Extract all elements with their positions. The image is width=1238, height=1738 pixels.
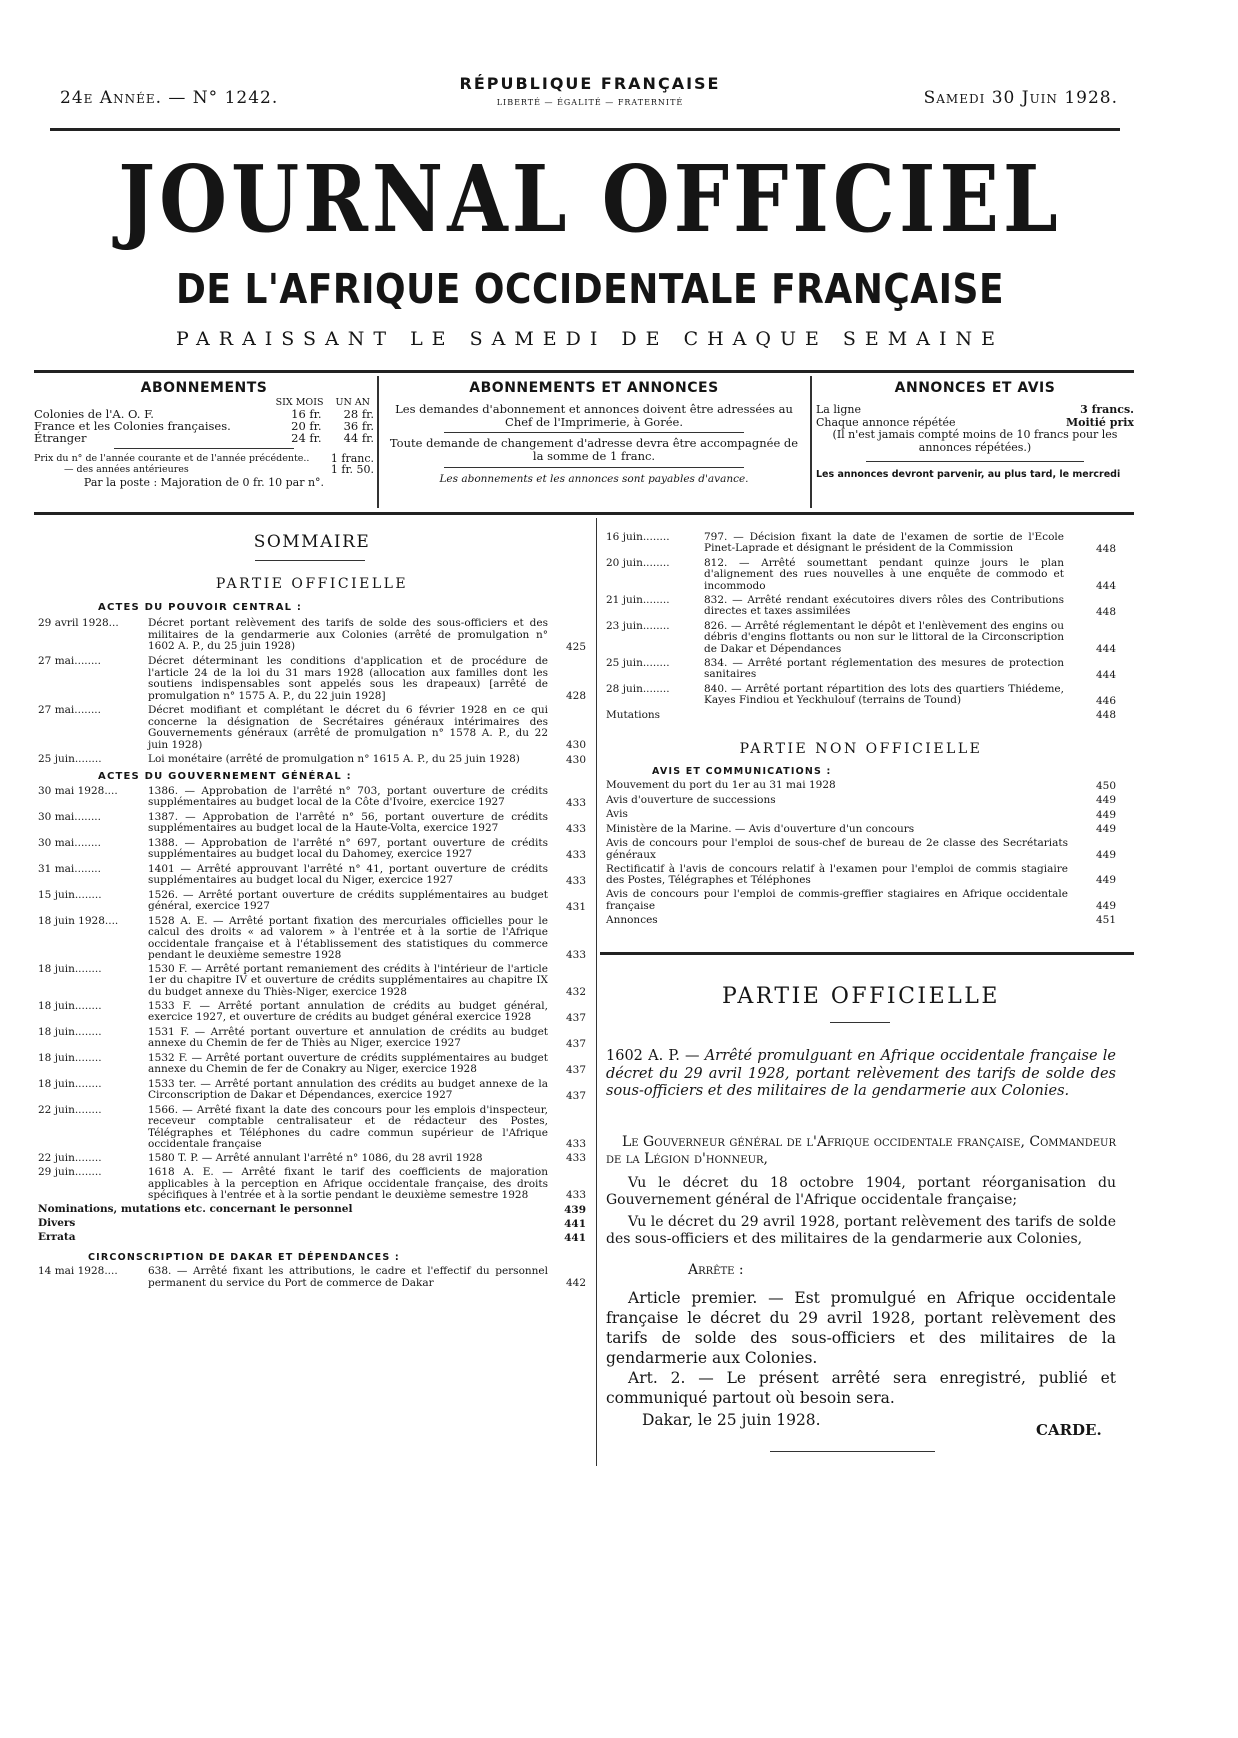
toc-page: 433 <box>565 848 586 861</box>
toc-entry <box>38 1053 586 1076</box>
toc-page: 451 <box>1095 914 1116 926</box>
toc-text: 826. — Arrêté réglementant le dépôt et l'enlèvement des engins ou débris d'engins flottants ou non sur le littoral de la Circonscription de Dakar et Dépendances <box>704 620 1064 655</box>
toc-entry <box>606 684 1116 707</box>
toc-page: 433 <box>565 1137 586 1150</box>
vu-1: Vu le décret du 18 octobre 1904, portant réorganisation du Gouvernement général de l'Afrique occidentale française; <box>606 1175 1116 1208</box>
abonnements-heading: ABONNEMENTS <box>140 380 268 396</box>
toc-text: 1533 ter. — Arrêté portant annulation des crédits au budget annexe de la Circonscription de Dakar et Dépendances, exercice 1927 <box>148 1078 548 1102</box>
toc-text: 1531 F. — Arrêté portant ouverture et annulation de crédits au budget annexe du Chemin de fer de Thiès au Niger, exercice 1927 <box>148 1026 548 1050</box>
price-older-value: 1 fr. 50. <box>330 463 374 476</box>
toc-entry <box>606 809 1116 821</box>
toc-text: 1386. — Approbation de l'arrêté n° 703, portant ouverture de crédits supplémentaires au budget local de la Côte d'Ivoire, exercice 1927 <box>148 785 548 809</box>
masthead-rule <box>50 128 1120 131</box>
toc-text: Ministère de la Marine. — Avis d'ouverture d'un concours <box>606 822 915 835</box>
toc-entry <box>606 595 1116 618</box>
toc-page: 448 <box>1095 605 1116 618</box>
toc-text: Décret déterminant les conditions d'application et de procédure de l'article 24 de la loi du 31 mars 1928 (allocation aux familles dont les soutiens indispensables sont appelés sous les drapeaux) [arrêté de promulgation n° 1575 A. P., du 22 juin 1928] <box>148 655 548 702</box>
toc-page: 450 <box>1095 779 1116 792</box>
rate-six: 20 fr. <box>291 419 322 433</box>
price-current: Prix du n° de l'année courante et de l'année précédente.. <box>34 453 310 464</box>
toc-date: 30 mai 1928.... <box>38 786 118 797</box>
signature: CARDE. <box>1036 1421 1102 1439</box>
partie-non-officielle-heading: PARTIE NON OFFICIELLE <box>739 741 983 757</box>
toc-page: 449 <box>1095 899 1116 912</box>
toc-date: 18 juin 1928.... <box>38 916 119 927</box>
toc-text: 1533 F. — Arrêté portant annulation de crédits au budget général, exercice 1927, et ouverture de crédits au budget général exercice 1928 <box>148 1000 548 1024</box>
toc-entry <box>606 838 1116 861</box>
toc-entry <box>38 1266 586 1289</box>
toc-text: Errata <box>38 1231 76 1244</box>
toc-entry <box>38 1232 586 1244</box>
toc-text: Décret modifiant et complétant le décret du 6 février 1928 en ce qui concerne la désignation de Secrétaires généraux intérimaires des Gouvernements généraux (arrêté de promulgation n° 1578 A. P., du 22 juin 1928) <box>148 704 548 751</box>
article-2: Art. 2. — Le présent arrêté sera enregistré, publié et communiqué partout où besoin sera. <box>606 1369 1116 1407</box>
toc-text: 832. — Arrêté rendant exécutoires divers rôles des Contributions directes et taxes assimilées <box>704 594 1064 618</box>
minimum-note: (Il n'est jamais compté moins de 10 francs pour les annonces répétées.) <box>832 428 1118 454</box>
toc-date: 28 juin........ <box>606 684 670 695</box>
toc-entry <box>38 786 586 809</box>
toc-text: 1401 — Arrêté approuvant l'arrêté n° 41, portant ouverture de crédits supplémentaires au budget local du Niger, exercice 1927 <box>148 863 548 887</box>
price-older: — des années antérieures <box>64 464 189 475</box>
annonces-heading: ABONNEMENTS ET ANNONCES <box>469 380 719 396</box>
rate-year: 44 fr. <box>343 431 374 445</box>
box-divider <box>377 376 379 508</box>
toc-page: 448 <box>1095 709 1116 721</box>
toc-date: 29 juin........ <box>38 1167 102 1179</box>
deadline-note: Les annonces devront parvenir, au plus tard, le mercredi <box>816 469 1121 480</box>
toc-text: 834. — Arrêté portant réglementation des mesures de protection sanitaires <box>704 657 1064 681</box>
sommaire-heading: SOMMAIRE <box>253 532 371 552</box>
heading-underline <box>830 1022 890 1023</box>
toc-text: Avis <box>606 808 628 820</box>
toc-page: 428 <box>565 689 586 702</box>
toc-page: 441 <box>564 1231 586 1244</box>
toc-entry <box>606 889 1116 912</box>
toc-page: 448 <box>1095 542 1116 555</box>
toc-entry <box>38 964 586 998</box>
toc-text: 1566. — Arrêté fixant la date des concours pour les emplois d'inspecteur, receveur comptable centralisateur et de rédacteur des Postes, Télégraphes et Téléphones du cadre commun supérieur de l'Afrique occidentale française <box>148 1104 548 1150</box>
toc-entry <box>38 1079 586 1102</box>
toc-date: 18 juin........ <box>38 1001 102 1012</box>
toc-text: 840. — Arrêté portant répartition des lots des quartiers Thiédeme, Kayes Findiou et Yeckhulouf (terrains de Tound) <box>704 683 1064 707</box>
toc-date: 23 juin........ <box>606 621 670 632</box>
end-rule <box>770 1451 935 1452</box>
gouverneur-line: Le Gouverneur général de l'Afrique occidentale française, Commandeur de la Légion d'honneur, <box>606 1134 1116 1167</box>
toc-date: 16 juin........ <box>606 532 670 543</box>
toc-date: 29 avril 1928... <box>38 618 119 629</box>
mutations-entry <box>606 710 1116 722</box>
toc-entry <box>38 838 586 861</box>
toc-text: 812. — Arrêté soumettant pendant quinze jours le plan d'alignement des rues nouvelles à une enquête de commodo et incommodo <box>704 557 1064 592</box>
rate-label: Étranger <box>34 431 87 445</box>
post-surcharge: Par la poste : Majoration de 0 fr. 10 par n°. <box>83 476 325 489</box>
toc-page: 442 <box>565 1276 586 1289</box>
toc-text: Nominations, mutations etc. concernant le personnel <box>38 1203 353 1216</box>
issue-number: 24e Année. — N° 1242. <box>60 88 279 108</box>
rate-six: 16 fr. <box>291 407 322 421</box>
toc-page: 430 <box>565 738 586 751</box>
actes-general-heading: ACTES DU GOUVERNEMENT GÉNÉRAL : <box>98 771 352 782</box>
toc-entry <box>38 1105 586 1150</box>
article-1: Article premier. — Est promulgué en Afrique occidentale française le décret du 29 avril 1928, portant relèvement des tarifs de solde des sous-officiers et des militaires de la gendarmerie aux Colonies. <box>606 1289 1116 1367</box>
toc-page: 449 <box>1095 848 1116 861</box>
dakar-heading: CIRCONSCRIPTION DE DAKAR ET DÉPENDANCES : <box>88 1252 400 1264</box>
toc-page: 433 <box>565 822 586 835</box>
arrete-label: Arrête : <box>688 1262 744 1278</box>
toc-entry <box>38 1001 586 1024</box>
toc-text: 1580 T. P. — Arrêté annulant l'arrêté n° 1086, du 28 avril 1928 <box>148 1152 483 1164</box>
toc-entry <box>606 780 1116 792</box>
toc-text: 797. — Décision fixant la date de l'examen de sortie de l'Ecole Pinet-Laprade et désignant le président de la Commission <box>704 531 1064 555</box>
partie-officielle-heading: PARTIE OFFICIELLE <box>722 984 1000 1009</box>
toc-date: 30 mai........ <box>38 812 101 823</box>
toc-entry <box>606 915 1116 927</box>
toc-date: 27 mai........ <box>38 705 101 716</box>
toc-date: 22 juin........ <box>38 1105 102 1116</box>
partie-officielle-toc: PARTIE OFFICIELLE <box>215 576 409 592</box>
toc-text: Avis de concours pour l'emploi de commis-greffier stagiaires en Afrique occidentale française <box>606 888 1068 912</box>
toc-text: 1532 F. — Arrêté portant ouverture de crédits supplémentaires au budget annexe du Chemin de fer de Conakry au Niger, exercice 1928 <box>148 1052 548 1076</box>
toc-entry <box>606 795 1116 807</box>
col-one-year: UN AN <box>335 397 370 408</box>
toc-text: Divers <box>38 1217 76 1230</box>
toc-entry <box>38 754 586 766</box>
annonces-box <box>384 380 804 486</box>
toc-entry <box>38 916 586 961</box>
toc-entry <box>38 656 586 702</box>
toc-page: 425 <box>565 640 586 653</box>
toc-page: 433 <box>565 874 586 887</box>
annonces-change: Toute demande de changement d'adresse devra être accompagnée de la somme de 1 franc. <box>389 436 799 463</box>
toc-page: 433 <box>565 948 586 961</box>
toc-page: 432 <box>565 985 586 998</box>
toc-entry <box>38 1027 586 1050</box>
toc-date: 18 juin........ <box>38 1053 102 1064</box>
toc-page: 449 <box>1095 794 1116 806</box>
price-current-value: 1 franc. <box>330 452 374 465</box>
toc-date: 22 juin........ <box>38 1153 102 1164</box>
avis-box <box>816 380 1134 480</box>
toc-page: 433 <box>565 796 586 809</box>
toc-entry <box>38 864 586 887</box>
toc-page: 441 <box>564 1217 586 1230</box>
toc-date: 14 mai 1928.... <box>38 1266 118 1278</box>
journal-subtitle: DE L'AFRIQUE OCCIDENTALE FRANÇAISE <box>175 266 1005 314</box>
avis-communications-heading: AVIS ET COMMUNICATIONS : <box>652 766 832 777</box>
motto: LIBERTÉ — ÉGALITÉ — FRATERNITÉ <box>496 98 684 107</box>
toc-text: 1618 A. E. — Arrêté fixant le tarif des coefficients de majoration applicables à la perception en Afrique occidentale française, des droits spécifiques à l'entrée et à la sortie pendant le deuxième semestre 1928 <box>148 1166 548 1201</box>
toc-entry <box>38 890 586 913</box>
avis-heading: ANNONCES ET AVIS <box>894 380 1056 396</box>
toc-date: 15 juin........ <box>38 890 102 901</box>
toc-text: 1388. — Approbation de l'arrêté n° 697, portant ouverture de crédits supplémentaires au budget local du Dahomey, exercice 1927 <box>148 837 548 861</box>
toc-entry <box>38 812 586 835</box>
toc-date: 25 juin........ <box>606 658 670 669</box>
col-six-months: SIX MOIS <box>275 397 324 408</box>
republic-label: RÉPUBLIQUE FRANÇAISE <box>459 74 721 93</box>
rate-line-label: La ligne <box>816 403 862 416</box>
rate-year: 36 fr. <box>343 419 374 433</box>
vu-2: Vu le décret du 29 avril 1928, portant relèvement des tarifs de solde des sous-officiers et des militaires de la gendarmerie aux Colonies, <box>606 1214 1116 1247</box>
place-date: Dakar, le 25 juin 1928. <box>642 1411 821 1429</box>
toc-date: 20 juin........ <box>606 558 670 569</box>
issue-date: Samedi 30 Juin 1928. <box>923 88 1118 108</box>
toc-text: 1528 A. E. — Arrêté portant fixation des mercuriales officielles pour le calcul des droits « ad valorem » à l'entrée et à la sortie de l'Afrique occidentale française et à l'établissement des statistiques du commerce pendant le deuxième semestre 1928 <box>148 915 548 961</box>
toc-text: Avis d'ouverture de successions <box>606 793 776 806</box>
arrete-title-block <box>606 1048 1116 1101</box>
arrete-title: Arrêté promulguant en Afrique occidentale française le décret du 29 avril 1928, portant relèvement des tarifs de solde des sous-officiers et des militaires de la gendarmerie aux Colonies. <box>606 1048 1116 1099</box>
toc-text: Décret portant relèvement des tarifs de solde des sous-officiers et des militaires de la gendarmerie aux Colonies (arrêté de promulgation n° 1602 A. P., du 25 juin 1928) <box>148 617 548 652</box>
box-top-rule <box>34 370 1134 373</box>
toc-page: 444 <box>1095 579 1116 592</box>
arrete-number: 1602 A. P. — <box>606 1048 700 1064</box>
box-divider <box>810 376 812 508</box>
toc-date: 31 mai........ <box>38 864 101 875</box>
toc-page: 439 <box>564 1203 586 1216</box>
box-bottom-rule <box>34 512 1134 515</box>
toc-text: Annonces <box>606 913 658 926</box>
toc-page: 444 <box>1095 668 1116 681</box>
toc-page: 444 <box>1095 642 1116 655</box>
column-divider <box>596 518 597 1466</box>
toc-date: 27 mai........ <box>38 656 101 667</box>
repeat-label: Chaque annonce répétée <box>816 415 956 429</box>
toc-entry <box>606 824 1116 836</box>
rate-line-value: 3 francs. <box>1080 403 1134 416</box>
rate-label: France et les Colonies françaises. <box>34 419 231 433</box>
toc-page: 437 <box>565 1063 586 1076</box>
toc-entry <box>38 1204 586 1216</box>
toc-page: 431 <box>565 900 586 913</box>
repeat-value: Moitié prix <box>1065 415 1134 429</box>
annonces-payable: Les abonnements et les annonces sont payables d'avance. <box>439 473 749 485</box>
toc-entry <box>38 705 586 751</box>
sommaire-underline <box>255 560 365 561</box>
toc-page: 437 <box>565 1089 586 1102</box>
toc-page: 433 <box>565 1152 586 1164</box>
toc-date: 18 juin........ <box>38 964 102 975</box>
toc-page: 430 <box>565 753 586 766</box>
toc-entry <box>606 658 1116 681</box>
toc-entry <box>606 864 1116 887</box>
toc-date: 21 juin........ <box>606 595 670 606</box>
right-section-rule <box>600 952 1134 955</box>
toc-date: 25 juin........ <box>38 754 102 765</box>
toc-entry <box>38 1218 586 1230</box>
toc-page: 449 <box>1095 823 1116 835</box>
toc-page: 449 <box>1095 808 1116 821</box>
toc-text: 638. — Arrêté fixant les attributions, le cadre et l'effectif du personnel permanent du service du Port de commerce de Dakar <box>148 1265 548 1289</box>
toc-text: Mouvement du port du 1er au 31 mai 1928 <box>606 779 836 791</box>
toc-entry <box>38 618 586 653</box>
toc-text: 1387. — Approbation de l'arrêté n° 56, portant ouverture de crédits supplémentaires au budget local de la Haute-Volta, exercice 1927 <box>148 811 548 835</box>
toc-entry <box>606 558 1116 592</box>
rate-label: Colonies de l'A. O. F. <box>34 407 154 421</box>
toc-entry <box>606 532 1116 555</box>
toc-page: 433 <box>565 1189 586 1201</box>
toc-page: 437 <box>565 1011 586 1024</box>
toc-page: 449 <box>1095 874 1116 886</box>
toc-page: 446 <box>1095 694 1116 707</box>
actes-central-heading: ACTES DU POUVOIR CENTRAL : <box>98 602 303 613</box>
toc-text: Avis de concours pour l'emploi de sous-chef de bureau de 2e classe des Secrétariats généraux <box>606 837 1068 861</box>
journal-title: JOURNAL OFFICIEL <box>118 146 1062 254</box>
toc-text: 1530 F. — Arrêté portant remaniement des crédits à l'intérieur de l'article 1er du chapitre IV et ouverture de crédits supplémentaires au chapitre IX du budget annexe du Thiès-Niger, exercice 1928 <box>148 963 548 998</box>
toc-text: Mutations <box>606 709 661 721</box>
toc-date: 18 juin........ <box>38 1027 102 1038</box>
toc-text: Rectificatif à l'avis de concours relatif à l'examen pour l'emploi de commis stagiaire des Postes, Télégraphes et Téléphones <box>606 862 1068 886</box>
toc-date: 18 juin........ <box>38 1079 102 1090</box>
toc-entry <box>38 1167 586 1201</box>
toc-text: Loi monétaire (arrêté de promulgation n° 1615 A. P., du 25 juin 1928) <box>148 753 520 765</box>
rate-year: 28 fr. <box>343 407 374 421</box>
toc-date: 30 mai........ <box>38 838 101 849</box>
abonnements-box <box>34 380 374 490</box>
annonces-address: Les demandes d'abonnement et annonces doivent être adressées au Chef de l'Imprimerie, à Gorée. <box>395 402 793 429</box>
toc-page: 437 <box>565 1037 586 1050</box>
toc-text: 1526. — Arrêté portant ouverture de crédits supplémentaires au budget général, exercice 1927 <box>148 889 548 913</box>
rate-six: 24 fr. <box>291 431 322 445</box>
publication-tagline: PARAISSANT LE SAMEDI DE CHAQUE SEMAINE <box>176 328 1004 350</box>
toc-entry <box>38 1153 586 1164</box>
toc-entry <box>606 621 1116 655</box>
